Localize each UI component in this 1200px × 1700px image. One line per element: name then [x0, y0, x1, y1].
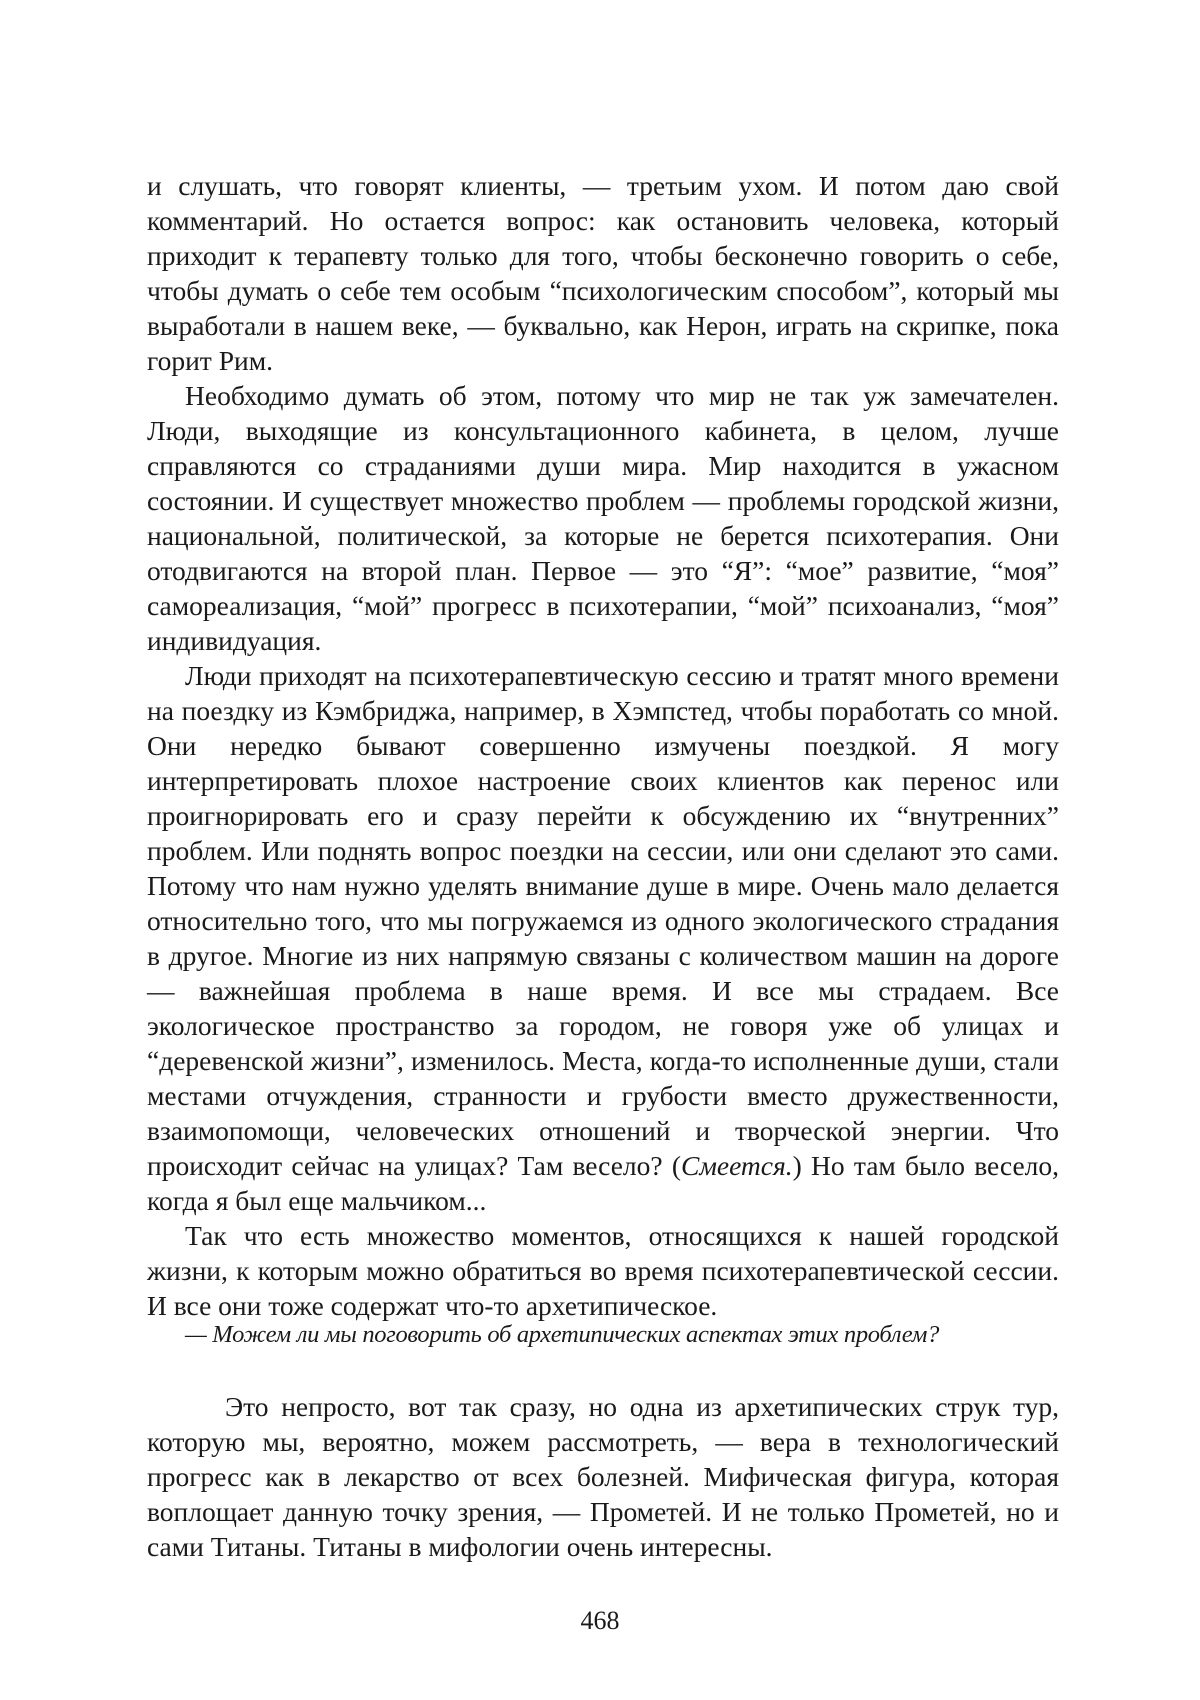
answer-text — [147, 1389, 1059, 1564]
paragraph-2: Необходимо думать об этом, потому что мир не так уж замечателен. Люди, выходящие из консультационного кабинета, в целом, лучше справляются со страданиями души мира. Мир находится в ужасном состоянии. И существует множество проблем — проблемы городской жизни, национальной, политической, за которые не берется психотерапия. Они отодвигаются на второй план. Первое — это “Я”: “мое” развитие, “моя” самореализация, “мой” прогресс в психотерапии, “мой” психоанализ, “моя” индивидуация. — [147, 380, 1059, 656]
stage-direction: Смеется. — [680, 1150, 793, 1181]
main-text — [147, 168, 1059, 1323]
page-number: 468 — [580, 1606, 620, 1635]
paragraph-4: Так что есть множество моментов, относящихся к нашей городской жизни, к которым можно обратиться во время психотерапевтической сессии. И все они тоже содержат что-то архетипическое. — [147, 1220, 1059, 1321]
paragraph-1: и слушать, что говорят клиенты, — третьим ухом. И потом даю свой комментарий. Но остается вопрос: как остановить человека, который приходит к терапевту только для того, чтобы бесконечно говорить о себе, чтобы думать о себе тем особым “психологическим способом”, который мы выработали в нашем веке, — буквально, как Нерон, играть на скрипке, пока горит Рим. — [147, 170, 1059, 376]
paragraph-3: Люди приходят на психотерапевтическую сессию и тратят много времени на поездку из Кэмбриджа, например, в Хэмпстед, чтобы поработать со мной. Они нередко бывают совершенно измучены поездкой. Я могу интерпретировать плохое настроение своих клиентов как перенос или проигнорировать его и сразу перейти к обсуждению их “внутренних” проблем. Или поднять вопрос поездки на сессии, или они сделают это сами. Потому что нам нужно уделять внимание душе в мире. Очень мало делается относительно того, что мы погружаемся из одного экологического страдания в другое. Многие из них напрямую связаны с количеством машин на дороге — важнейшая проблема в наше время. И все мы страдаем. Все экологическое пространство за городом, не говоря уже об улицах и “деревенской жизни”, изменилось. Места, когда-то исполненные души, стали местами отчуждения, странности и грубости вместо дружественности, взаимопомощи, человеческих отношений и творческой энергии. Что происходит сейчас на улицах? Там весело? (Смеется.) Но там было весело, когда я был еще мальчиком... — [147, 660, 1060, 1216]
interview-question: — Можем ли мы поговорить об архетипических аспектах этих проблем? — [185, 1321, 940, 1348]
interview-question-block — [147, 1317, 1059, 1352]
answer-paragraph: Это непросто, вот так сразу, но одна из архетипических струк тур, которую мы, вероятно, можем рассмотреть, — вера в технологический прогресс как в лекарство от всех болезней. Мифическая фигура, которая воплощает данную точку зрения, — Прометей. И не только Прометей, но и сами Титаны. Титаны в мифологии очень интересны. — [147, 1391, 1059, 1562]
